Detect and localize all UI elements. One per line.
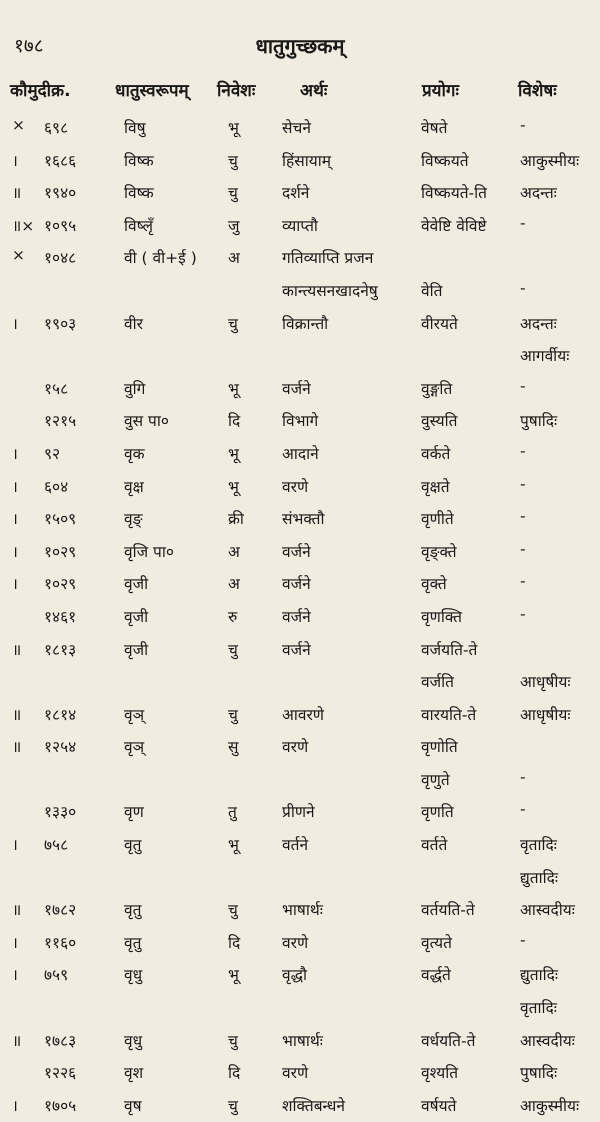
cell-prayoga: वर्जयति-ते xyxy=(421,640,478,659)
cell-artha: व्याप्तौ xyxy=(282,216,318,235)
cell-vishesha: आस्वदीयः xyxy=(520,901,575,920)
cell-nivesha: चु xyxy=(228,901,238,920)
cell-artha: सेचने xyxy=(282,119,311,137)
cell-nivesha: भू xyxy=(228,379,239,398)
cell-vishesha: - xyxy=(520,116,526,134)
table-row xyxy=(0,634,600,667)
cell-dhatu: वृतु xyxy=(124,901,142,920)
cell-prayoga: वर्जति xyxy=(421,673,454,692)
cell-dhatu: वृक्ष xyxy=(124,477,144,496)
cell-artha: आवरणे xyxy=(282,705,325,724)
cell-nivesha: चु xyxy=(228,151,238,170)
cell-artha: भाषार्थः xyxy=(282,1031,323,1050)
cell-artha: भाषार्थः xyxy=(282,901,323,920)
table-row xyxy=(0,210,600,243)
table-row xyxy=(0,829,600,862)
cell-nivesha: चु xyxy=(228,1096,238,1115)
cell-kaumudi-number: १०२९ xyxy=(44,575,77,594)
table-row xyxy=(0,796,600,829)
cell-dhatu: वृजी xyxy=(124,575,149,594)
cell-dhatu: वी ( वी+ई ) xyxy=(124,249,197,268)
cell-artha: वर्जने xyxy=(282,607,311,626)
table-row xyxy=(0,373,600,406)
cell-vishesha: - xyxy=(520,441,526,460)
cell-nivesha: चु xyxy=(228,314,238,333)
cell-artha: वरणे xyxy=(282,1064,309,1083)
cell-prayoga: वर्द्धते xyxy=(421,966,451,985)
cell-artha: वृद्धौ xyxy=(282,966,308,985)
cell-prayoga: वर्धयति-ते xyxy=(421,1031,476,1050)
cell-artha: विभागे xyxy=(282,412,319,431)
cell-vishesha: आकुस्मीयः xyxy=(520,1096,580,1115)
cell-kaumudi-number: ६०४ xyxy=(44,477,69,496)
cell-mark: । xyxy=(12,314,18,333)
cell-kaumudi-number: १८१४ xyxy=(44,705,77,724)
cell-mark: ॥ xyxy=(12,184,22,203)
cell-nivesha: भू xyxy=(228,966,239,985)
cell-nivesha: दि xyxy=(228,412,241,431)
cell-dhatu: वृधु xyxy=(124,966,143,985)
cell-prayoga: वेति xyxy=(421,281,443,300)
table-row xyxy=(0,601,600,634)
cell-prayoga: वर्कते xyxy=(421,444,451,463)
cell-nivesha: चु xyxy=(228,705,238,724)
cell-artha: वर्तने xyxy=(282,836,309,855)
table-row xyxy=(0,927,600,960)
cell-kaumudi-number: ७५९ xyxy=(44,966,69,985)
cell-mark: ॥ xyxy=(12,901,22,920)
cell-vishesha: आधृषीयः xyxy=(520,705,571,724)
cell-kaumudi-number: १४६१ xyxy=(44,607,77,626)
cell-dhatu: वृजी xyxy=(124,640,149,659)
cell-dhatu: वुस पा० xyxy=(124,412,169,431)
cell-dhatu: वृतु xyxy=(124,933,142,952)
cell-vishesha: पुषादिः xyxy=(520,412,558,431)
table-row xyxy=(0,699,600,732)
table-row xyxy=(0,275,600,308)
cell-nivesha: भू xyxy=(228,444,239,463)
cell-kaumudi-number: १९४० xyxy=(44,184,77,203)
cell-kaumudi-number: १९०३ xyxy=(44,314,77,333)
cell-dhatu: वृजि पा० xyxy=(124,542,174,561)
cell-vishesha: वृतादिः xyxy=(520,999,557,1018)
cell-nivesha: दि xyxy=(228,933,241,952)
cell-kaumudi-number: १२५४ xyxy=(44,738,77,757)
page-header xyxy=(0,32,600,62)
cell-vishesha: अदन्तः xyxy=(520,314,557,333)
cell-artha: वरणे xyxy=(282,477,309,496)
cell-vishesha: द्युतादिः xyxy=(520,966,558,985)
cell-kaumudi-number: १६८६ xyxy=(44,151,77,170)
column-header-nivesha: निवेशः xyxy=(217,81,256,101)
table-header xyxy=(0,78,600,108)
cell-dhatu: विष्क xyxy=(124,151,154,170)
cell-vishesha: आकुस्मीयः xyxy=(520,151,580,170)
column-header-artha: अर्थः xyxy=(300,81,328,101)
cell-kaumudi-number: १०९५ xyxy=(44,216,77,235)
cell-prayoga: वर्तयति-ते xyxy=(421,901,475,920)
cell-dhatu: वीर xyxy=(124,314,143,333)
cell-artha: शक्तिबन्धने xyxy=(282,1096,345,1115)
cell-vishesha: आगर्वीयः xyxy=(520,347,570,366)
cell-kaumudi-number: १७०५ xyxy=(44,1096,77,1115)
cell-prayoga: विष्कयते xyxy=(421,151,469,170)
cell-prayoga: वृङ्क्ते xyxy=(421,542,457,561)
table-row xyxy=(0,438,600,471)
cell-kaumudi-number: १३३० xyxy=(44,803,77,822)
cell-dhatu: वृश xyxy=(124,1064,144,1083)
cell-dhatu: वृक xyxy=(124,444,145,463)
column-header-dhatu: धातुस्वरूपम् xyxy=(115,81,189,101)
cell-dhatu: वृञ् xyxy=(124,705,145,724)
cell-vishesha: - xyxy=(520,604,526,623)
table-row xyxy=(0,764,600,797)
cell-nivesha: अ xyxy=(228,249,240,268)
cell-mark: । xyxy=(12,542,18,561)
table-row xyxy=(0,405,600,438)
table-row xyxy=(0,308,600,341)
cell-vishesha: वृतादिः xyxy=(520,836,557,855)
cell-dhatu: वृञ् xyxy=(124,738,145,757)
cell-mark: ॥ xyxy=(12,1031,22,1050)
cell-prayoga: वृणीते xyxy=(421,510,454,529)
table-row xyxy=(0,1090,600,1122)
cell-mark: ॥ xyxy=(12,640,22,659)
table-row xyxy=(0,145,600,178)
cell-kaumudi-number: ९२ xyxy=(44,444,61,463)
cell-prayoga: वृक्ते xyxy=(421,575,447,594)
cell-nivesha: रु xyxy=(228,607,238,626)
cell-nivesha: भू xyxy=(228,119,239,137)
cell-dhatu: विष्लृँ xyxy=(124,216,153,235)
cell-kaumudi-number: १७८३ xyxy=(44,1031,77,1050)
cell-kaumudi-number: १७८२ xyxy=(44,901,77,920)
cell-prayoga: वुस्यति xyxy=(421,412,458,431)
column-header-kaumudi: कौमुदीक्र. xyxy=(10,81,71,101)
table-row xyxy=(0,536,600,569)
cell-prayoga: वीरयते xyxy=(421,314,458,333)
cell-nivesha: भू xyxy=(228,836,239,855)
cell-artha: हिंसायाम् xyxy=(282,151,332,170)
cell-mark: । xyxy=(12,836,18,855)
cell-mark: ॥ xyxy=(12,705,22,724)
cell-prayoga: वुङ्गति xyxy=(421,379,453,398)
cell-prayoga: वृणोति xyxy=(421,738,458,757)
cell-artha: आदाने xyxy=(282,444,319,463)
cell-dhatu: वृजी xyxy=(124,607,149,626)
cell-nivesha: भू xyxy=(228,477,239,496)
cell-mark: । xyxy=(12,575,18,594)
cell-prayoga: वेवेष्टि वेविष्टे xyxy=(421,216,487,235)
cell-nivesha: दि xyxy=(228,1064,241,1083)
cell-mark: । xyxy=(12,933,18,952)
cell-kaumudi-number: १८१३ xyxy=(44,640,77,659)
table-row xyxy=(0,1025,600,1058)
table-row xyxy=(0,112,600,145)
cell-kaumudi-number: १०२९ xyxy=(44,542,77,561)
cell-mark: । xyxy=(12,510,18,529)
cell-kaumudi-number: १२१५ xyxy=(44,412,77,431)
cell-artha: प्रीणने xyxy=(282,803,315,822)
cell-vishesha: - xyxy=(520,213,526,232)
table-row xyxy=(0,894,600,927)
cell-vishesha: आस्वदीयः xyxy=(520,1031,575,1050)
page-number: १७८ xyxy=(14,35,44,57)
cell-dhatu: वृण xyxy=(124,803,144,822)
cell-artha: कान्त्यसनखादनेषु xyxy=(282,281,378,300)
cell-mark: ॥ xyxy=(12,738,22,757)
cell-prayoga: वृणुते xyxy=(421,770,450,789)
cell-nivesha: जु xyxy=(228,216,240,235)
cell-kaumudi-number: १०४८ xyxy=(44,249,77,268)
cell-prayoga: वर्षयते xyxy=(421,1096,457,1115)
cell-nivesha: चु xyxy=(228,184,238,203)
cell-artha: संभक्तौ xyxy=(282,510,325,529)
cell-kaumudi-number: १५८ xyxy=(44,379,69,398)
cell-mark: । xyxy=(12,966,18,985)
cell-mark: × xyxy=(12,246,25,265)
cell-dhatu: वृङ् xyxy=(124,510,143,529)
cell-prayoga: वर्तते xyxy=(421,836,448,855)
cell-nivesha: सु xyxy=(228,738,239,757)
cell-vishesha: - xyxy=(520,800,526,819)
cell-kaumudi-number: १५०९ xyxy=(44,510,77,529)
cell-prayoga: विष्कयते-ति xyxy=(421,184,487,203)
table-row xyxy=(0,666,600,699)
column-header-vishesha: विशेषः xyxy=(518,81,557,101)
cell-nivesha: क्री xyxy=(228,510,244,529)
cell-mark: । xyxy=(12,151,18,170)
cell-mark: । xyxy=(12,477,18,496)
column-header-prayoga: प्रयोगः xyxy=(422,81,459,101)
cell-kaumudi-number: ७५८ xyxy=(44,836,69,855)
cell-prayoga: वृत्यते xyxy=(421,933,452,952)
page-title: धातुगुच्छकम् xyxy=(255,34,345,58)
cell-mark: ॥× xyxy=(12,216,35,235)
table-row xyxy=(0,471,600,504)
table-row xyxy=(0,177,600,210)
cell-prayoga: वृणति xyxy=(421,803,454,822)
cell-vishesha: - xyxy=(520,930,526,949)
cell-artha: वर्जने xyxy=(282,542,311,561)
table-row xyxy=(0,340,600,373)
cell-mark: । xyxy=(12,1096,18,1115)
cell-prayoga: वृश्यति xyxy=(421,1064,459,1083)
cell-mark: । xyxy=(12,444,18,463)
table-row xyxy=(0,568,600,601)
table-row xyxy=(0,1057,600,1090)
table-row xyxy=(0,731,600,764)
cell-prayoga: वृणक्ति xyxy=(421,607,462,626)
cell-dhatu: वुगि xyxy=(124,379,146,398)
cell-vishesha: - xyxy=(520,539,526,558)
cell-mark: × xyxy=(12,116,25,134)
table-row xyxy=(0,959,600,992)
cell-artha: वर्जने xyxy=(282,379,311,398)
cell-nivesha: चु xyxy=(228,1031,238,1050)
cell-nivesha: अ xyxy=(228,575,240,594)
cell-artha: वर्जने xyxy=(282,575,311,594)
cell-prayoga: वेषते xyxy=(421,119,448,137)
cell-dhatu: वृतु xyxy=(124,836,142,855)
cell-kaumudi-number: ६९८ xyxy=(44,119,69,137)
cell-artha: वर्जने xyxy=(282,640,311,659)
table-row xyxy=(0,862,600,895)
cell-kaumudi-number: ११६० xyxy=(44,933,77,952)
cell-prayoga: वारयति-ते xyxy=(421,705,477,724)
cell-vishesha: पुषादिः xyxy=(520,1064,558,1083)
cell-prayoga: वृक्षते xyxy=(421,477,450,496)
cell-vishesha: - xyxy=(520,376,526,395)
cell-vishesha: द्युतादिः xyxy=(520,868,558,887)
table-body xyxy=(0,112,600,1122)
cell-nivesha: चु xyxy=(228,640,238,659)
cell-vishesha: आधृषीयः xyxy=(520,673,571,692)
cell-artha: गतिव्याप्ति प्रजन xyxy=(282,249,374,268)
cell-vishesha: - xyxy=(520,767,526,786)
cell-artha: विक्रान्तौ xyxy=(282,314,329,333)
cell-nivesha: तु xyxy=(228,803,237,822)
cell-kaumudi-number: १२२६ xyxy=(44,1064,77,1083)
cell-artha: वरणे xyxy=(282,738,309,757)
cell-dhatu: विषु xyxy=(124,119,146,137)
table-row xyxy=(0,992,600,1025)
cell-vishesha: - xyxy=(520,572,526,591)
table-row xyxy=(0,503,600,536)
cell-dhatu: विष्क xyxy=(124,184,154,203)
cell-vishesha: अदन्तः xyxy=(520,184,557,203)
cell-dhatu: वृधु xyxy=(124,1031,143,1050)
table-row xyxy=(0,242,600,275)
cell-artha: वरणे xyxy=(282,933,309,952)
cell-vishesha: - xyxy=(520,278,526,297)
cell-nivesha: अ xyxy=(228,542,240,561)
cell-vishesha: - xyxy=(520,474,526,493)
cell-artha: दर्शने xyxy=(282,184,310,203)
cell-dhatu: वृष xyxy=(124,1096,142,1115)
cell-vishesha: - xyxy=(520,507,526,526)
